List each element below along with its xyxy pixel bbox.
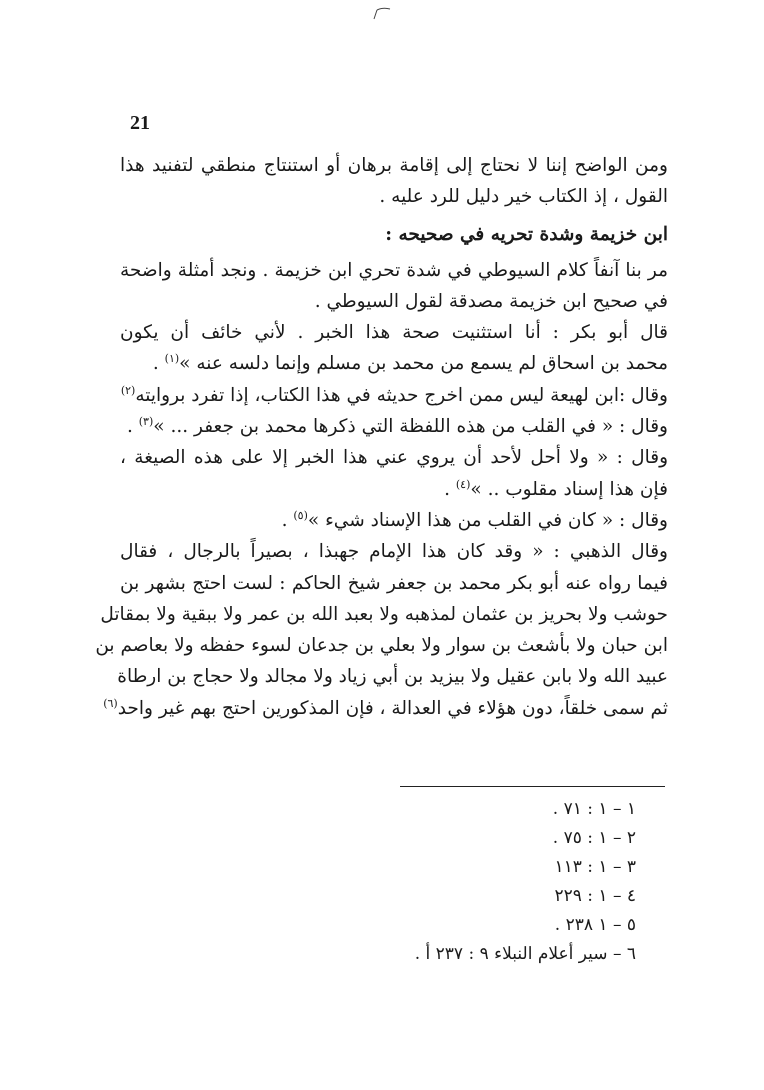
footnotes — [380, 795, 636, 969]
text-line: ثم سمى خلقاً، دون هؤلاء في العدالة ، فإن المذكورين احتج بهم غير واحد$^{(٦)}$ — [103, 696, 668, 719]
text-line: وقال : « في القلب من هذه اللفظة التي ذكرها محمد بن جعفر ... »$^{(٣)}$ . — [126, 414, 668, 438]
footnote-ref: (١) — [164, 352, 180, 366]
text-line: محمد بن اسحاق لم يسمع من محمد بن مسلم وإنما دلسه عنه »$^{(١)}$ . — [152, 352, 668, 375]
footnote-ref: (٢) — [120, 383, 136, 397]
footnote-ref: (٤) — [455, 477, 471, 491]
text-line: قال أبو بكر : أنا استثنيت صحة هذا الخبر . لأني خائف أن يكون — [120, 322, 668, 344]
text-line: وقال الذهبي : « وقد كان هذا الإمام جهبذا ، بصيراً بالرجال ، فقال — [120, 541, 668, 563]
footnote: ٥ – ١ ٢٣٨ . — [554, 915, 636, 935]
text-line: عبيد الله ولا بابن عقيل ولا بيزيد بن أبي زياد ولا مجالد ولا حجاج بن ارطاة — [117, 666, 668, 688]
text-line: ابن حبان ولا بأشعث بن سوار ولا بعلي بن جدعان لسوء حفظه ولا بعاصم بن — [95, 635, 668, 657]
footnote: ٣ – ١ : ١١٣ — [554, 857, 636, 877]
text-line: حوشب ولا بحريز بن عثمان لمذهبه ولا بعبد الله بن عمر ولا ببقية ولا بمقاتل — [100, 603, 668, 625]
footnote-ref: (٦) — [103, 696, 118, 710]
text-line: وقال : « ولا أحل لأحد أن يروي عني هذا الخبر إلا على هذه الصيغة ، — [120, 447, 668, 469]
text-line: فإن هذا إسناد مقلوب .. »$^{(٤)}$ . — [444, 477, 668, 500]
pen-mark — [370, 6, 392, 20]
footnote: ٦ – سير أعلام النبلاء ٩ : ٢٣٧ أ . — [414, 944, 636, 964]
footnote: ٤ – ١ : ٢٢٩ — [554, 886, 636, 906]
text-line: وقال : « كان في القلب من هذا الإسناد شيء »$^{(٥)}$ . — [281, 508, 668, 531]
text-line: ومن الواضح إننا لا نحتاج إلى إقامة برهان أو استنتاج منطقي لتفنيد هذا — [120, 155, 668, 176]
section-heading: ابن خزيمة وشدة تحريه في صحيحه : — [385, 223, 668, 245]
footnote: ١ – ١ : ٧١ . — [552, 799, 636, 819]
text-line: فيما رواه عنه أبو بكر محمد بن جعفر شيخ الحاكم : لست احتج بشهر بن — [120, 572, 668, 594]
text-line: القول ، إذ الكتاب خير دليل للرد عليه . — [379, 186, 668, 208]
footnote-divider — [400, 786, 665, 787]
footnote-ref: (٥) — [293, 508, 308, 522]
footnote: ٢ – ١ : ٧٥ . — [552, 828, 636, 848]
footnote-ref: (٣) — [138, 414, 154, 428]
text-line: في صحيح ابن خزيمة مصدقة لقول السيوطي . — [314, 290, 668, 312]
body-text — [95, 150, 668, 724]
text-line: مر بنا آنفاً كلام السيوطي في شدة تحري ابن خزيمة . ونجد أمثلة واضحة — [120, 259, 668, 281]
text-line: وقال :ابن لهيعة ليس ممن اخرج حديثه في هذا الكتاب، إذا تفرد بروايته$^{(٢)}$ — [120, 383, 668, 406]
page-number: 21 — [130, 112, 150, 134]
